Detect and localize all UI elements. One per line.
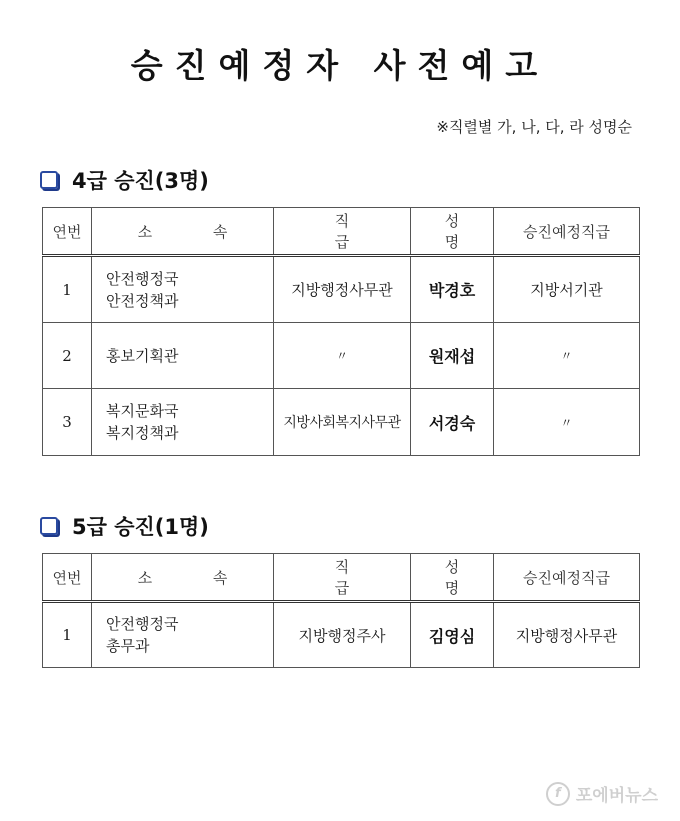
header-no: 연번 xyxy=(43,208,92,256)
row-dept xyxy=(92,256,274,323)
checkbox-icon xyxy=(40,517,58,535)
row-grade: 지방사회복지사무관 xyxy=(274,389,411,456)
table-header-row xyxy=(43,208,640,256)
row-dept xyxy=(92,602,274,668)
row-grade: 지방행정주사 xyxy=(274,602,411,668)
row-name: 원재섭 xyxy=(411,323,494,389)
row-target-grade: 〃 xyxy=(494,323,640,389)
row-name: 서경숙 xyxy=(411,389,494,456)
row-no: 3 xyxy=(43,389,92,456)
row-name: 김영심 xyxy=(411,602,494,668)
dept-line-1: 홍보기획관 xyxy=(106,346,179,365)
watermark-text: 포에버뉴스 xyxy=(575,786,658,806)
promotion-table-grade5 xyxy=(42,553,640,668)
row-no: 2 xyxy=(43,323,92,389)
section-heading-label: 4급 승진(3명) xyxy=(72,169,209,193)
row-target-grade: 지방행정사무관 xyxy=(494,602,640,668)
logo-icon: f xyxy=(546,782,570,806)
section-heading-grade5 xyxy=(40,511,209,541)
table-row xyxy=(43,389,640,456)
dept-line-2: 총무과 xyxy=(106,637,150,655)
row-target-grade: 지방서기관 xyxy=(494,256,640,323)
news-watermark xyxy=(546,781,658,806)
row-dept xyxy=(92,389,274,456)
sort-note: ※직렬별 가, 나, 다, 라 성명순 xyxy=(436,118,632,136)
row-dept xyxy=(92,323,274,389)
row-no: 1 xyxy=(43,256,92,323)
row-name: 박경호 xyxy=(411,256,494,323)
row-grade: 지방행정사무관 xyxy=(274,256,411,323)
dept-line-1: 안전행정국 xyxy=(106,269,179,288)
table-row xyxy=(43,602,640,668)
header-dept: 소 속 xyxy=(92,208,274,256)
section-heading-grade4 xyxy=(40,165,209,195)
row-target-grade: 〃 xyxy=(494,389,640,456)
page-title: 승진예정자 사전예고 xyxy=(130,46,550,85)
dept-line-2: 복지정책과 xyxy=(106,424,179,442)
dept-line-1: 안전행정국 xyxy=(106,615,179,633)
row-grade: 〃 xyxy=(274,323,411,389)
promotion-table-grade4 xyxy=(42,207,640,456)
header-grade: 직 급 xyxy=(274,208,411,256)
header-name: 성 명 xyxy=(411,208,494,256)
header-no: 연번 xyxy=(43,554,92,602)
table-header-row xyxy=(43,554,640,602)
checkbox-icon xyxy=(40,171,58,189)
dept-line-2: 안전정책과 xyxy=(106,291,179,310)
table-row xyxy=(43,323,640,389)
section-heading-label: 5급 승진(1명) xyxy=(72,515,209,539)
header-target-grade: 승진예정직급 xyxy=(494,554,640,602)
header-grade: 직 급 xyxy=(274,554,411,602)
header-name: 성 명 xyxy=(411,554,494,602)
header-target-grade: 승진예정직급 xyxy=(494,208,640,256)
row-no: 1 xyxy=(43,602,92,668)
dept-line-1: 복지문화국 xyxy=(106,402,179,420)
table-row xyxy=(43,256,640,323)
header-dept: 소 속 xyxy=(92,554,274,602)
